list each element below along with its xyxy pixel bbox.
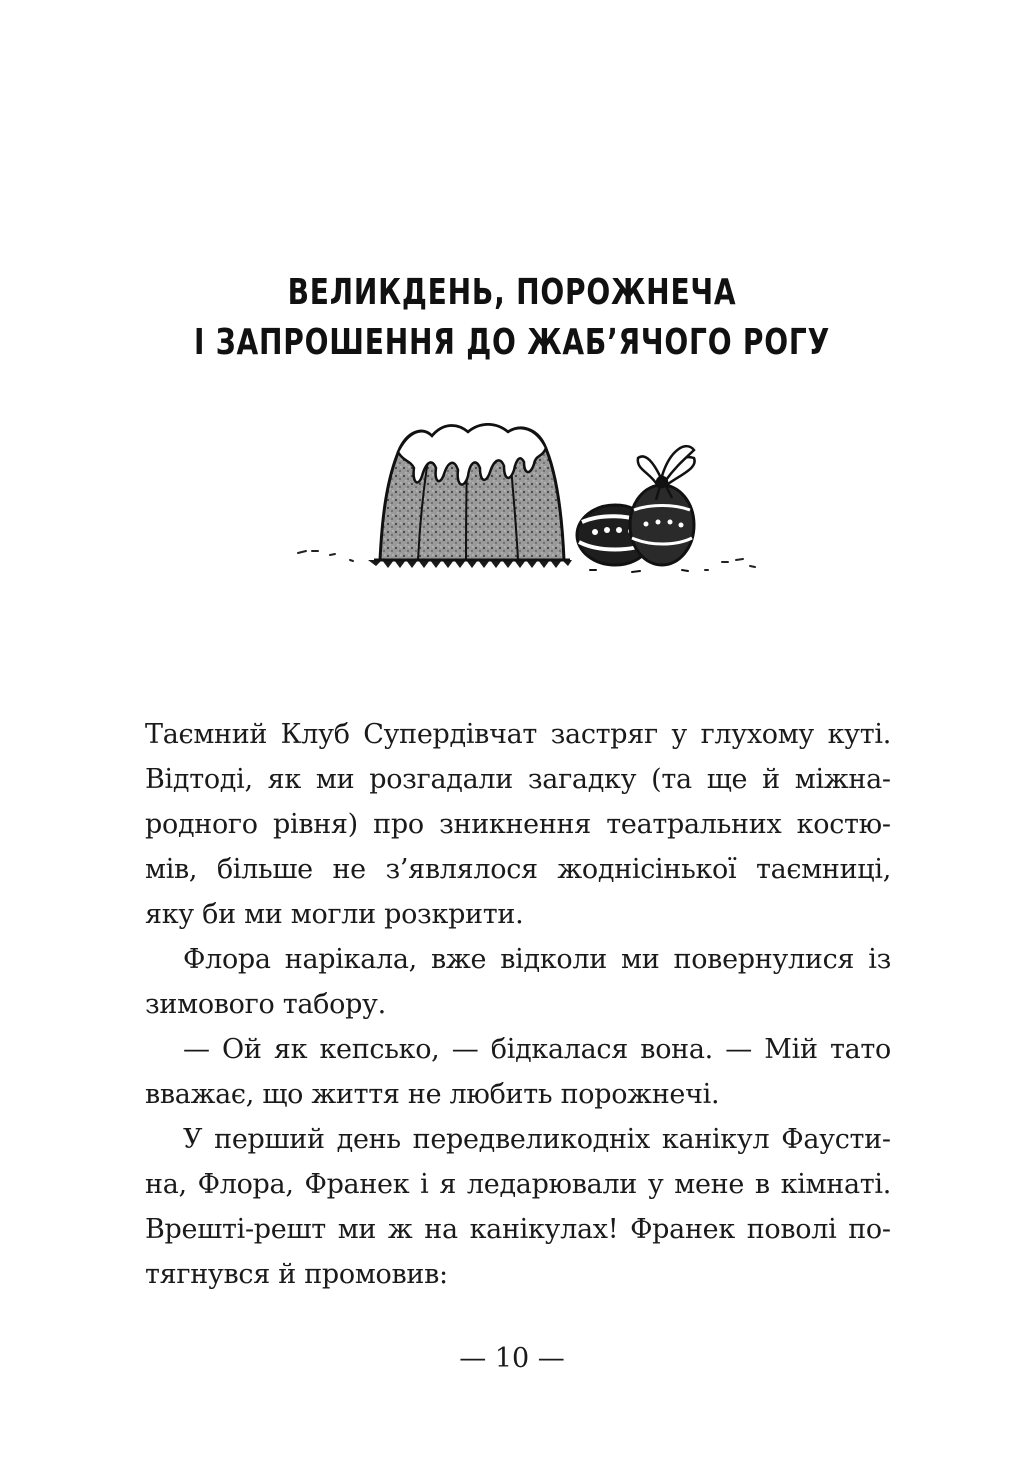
paragraph-2: Флора нарікала, вже відколи ми повернулися із зимового табору. bbox=[145, 944, 891, 1020]
chapter-title-line-2: І ЗАПРОШЕННЯ ДО ЖАБ’ЯЧОГО РОГУ bbox=[193, 322, 831, 363]
easter-egg-right bbox=[630, 485, 694, 565]
paragraph-3: — Ой як кепсько, — бідкалася вона. — Мій тато вважає, що життя не любить порожнечі. bbox=[145, 1034, 891, 1110]
chapter-title bbox=[0, 268, 1024, 368]
page-number: — 10 — bbox=[459, 1343, 565, 1374]
chapter-body bbox=[145, 712, 891, 1297]
easter-cake-illustration bbox=[290, 410, 760, 600]
paragraph-4: У перший день передвеликодніх канікул Фаустина, Флора, Франек і я ледарювали у мене в кімнаті. Врешті-решт ми ж на канікулах! Франек поволі потягнувся й промовив: bbox=[145, 1124, 891, 1290]
chapter-title-line-1: ВЕЛИКДЕНЬ, ПОРОЖНЕЧА bbox=[287, 272, 737, 313]
paragraph-1: Таємний Клуб Супердівчат застряг у глухому куті. Відтоді, як ми розгадали загадку (та ще й міжнародного рівня) про зникнення театральних костюмів, більше не з’являлося жоднісінької таємниці, яку би ми могли розкрити. bbox=[145, 719, 891, 930]
